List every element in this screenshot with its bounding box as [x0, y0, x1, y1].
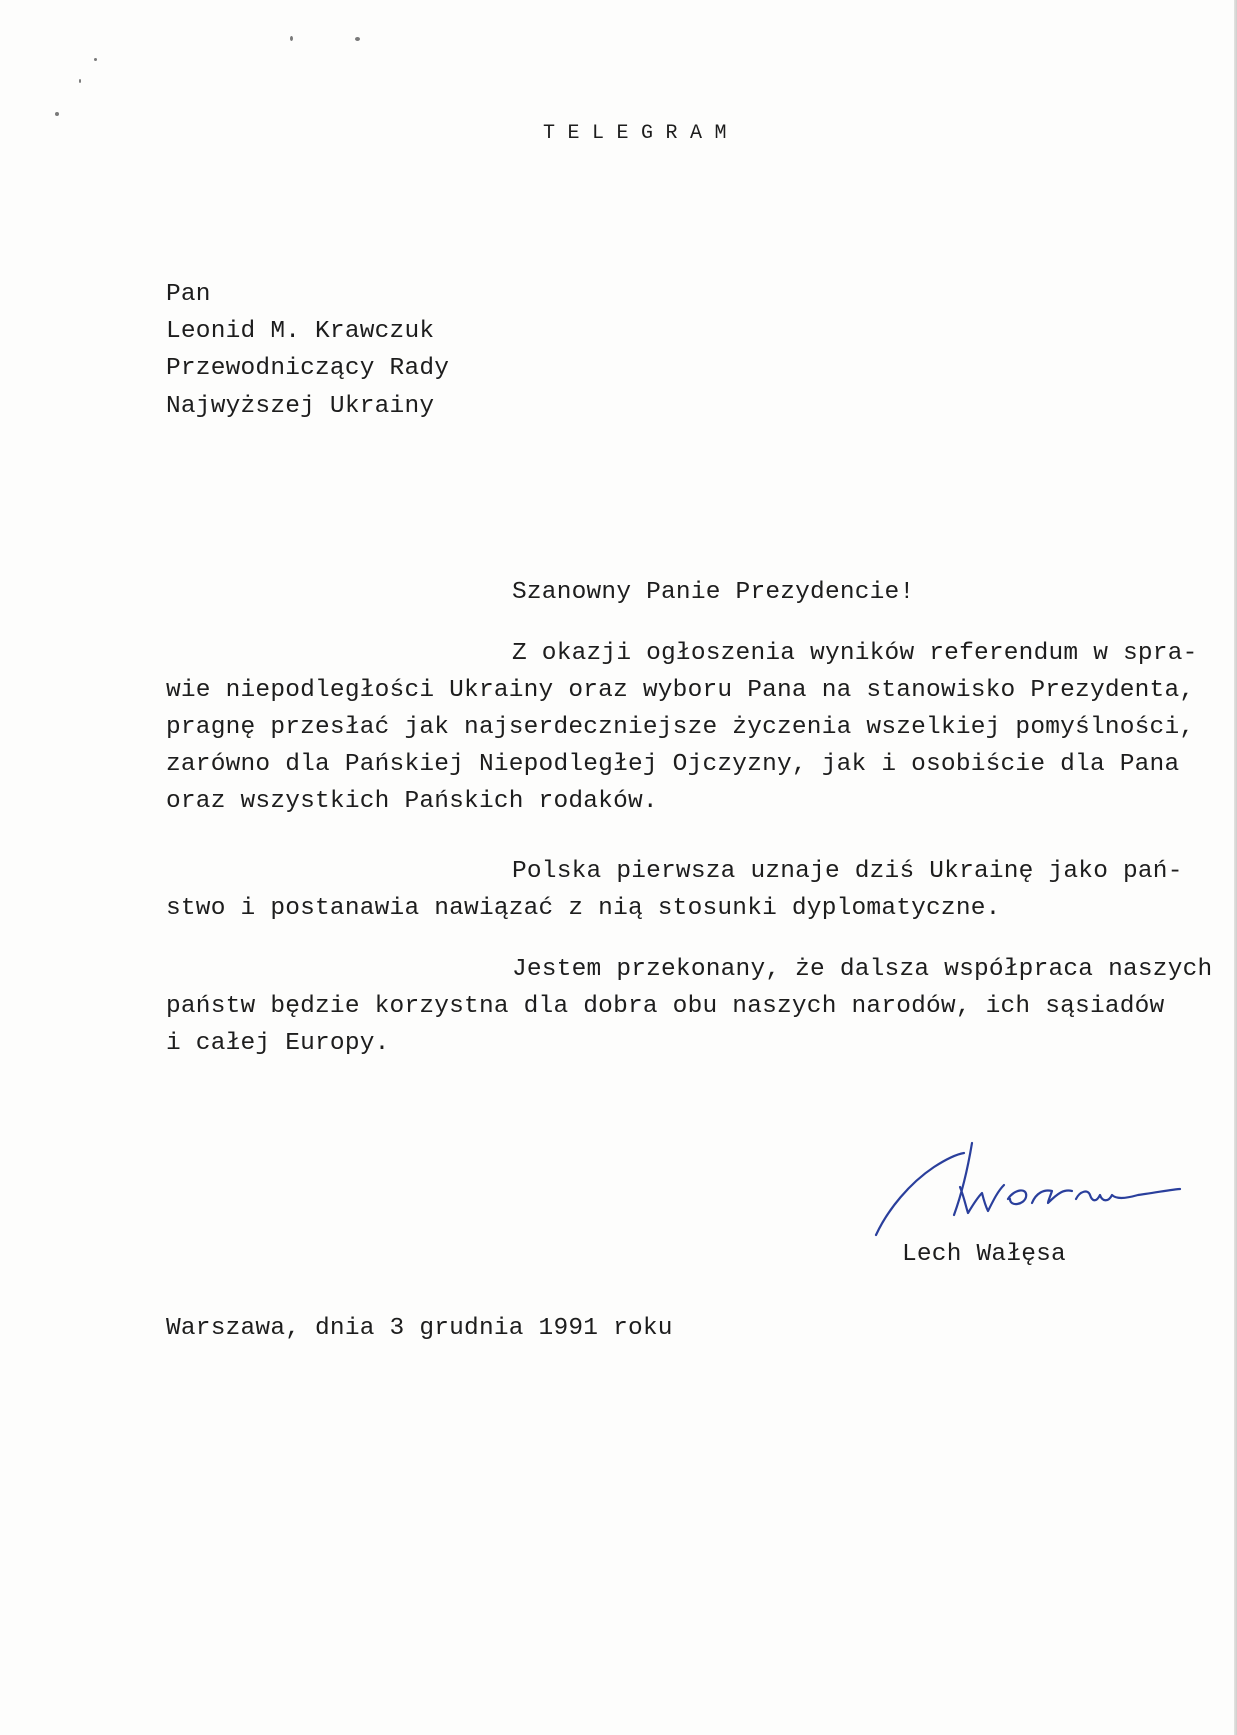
scan-speck: [55, 112, 59, 116]
body-line: wie niepodległości Ukrainy oraz wyboru Pana na stanowisko Prezydenta,: [166, 677, 1195, 704]
recipient-line: Pan: [166, 281, 211, 308]
recipient-line: Leonid M. Krawczuk: [166, 318, 435, 345]
body-line: państw będzie korzystna dla dobra obu naszych narodów, ich sąsiadów: [166, 993, 1165, 1020]
salutation: Szanowny Panie Prezydencie!: [512, 579, 915, 606]
body-line: stwo i postanawia nawiązać z nią stosunki dyplomatyczne.: [166, 895, 1001, 922]
scan-speck: [79, 79, 81, 83]
body-line: Jestem przekonany, że dalsza współpraca naszych: [512, 956, 1213, 983]
signature-strokes: [876, 1143, 1180, 1235]
recipient-line: Najwyższej Ukrainy: [166, 393, 435, 420]
body-line: Z okazji ogłoszenia wyników referendum w spra-: [512, 640, 1198, 667]
signatory-name: Lech Wałęsa: [902, 1241, 1066, 1268]
body-line: i całej Europy.: [166, 1030, 390, 1057]
signature-stroke: [876, 1153, 964, 1235]
document-title: TELEGRAM: [543, 122, 740, 145]
signature-stroke: [960, 1185, 1004, 1213]
scan-speck: [290, 36, 293, 41]
signature-stroke: [1032, 1191, 1072, 1204]
signature-stroke: [1076, 1189, 1180, 1200]
body-line: pragnę przesłać jak najserdeczniejsze życzenia wszelkiej pomyślności,: [166, 714, 1195, 741]
body-line: zarówno dla Pańskiej Niepodległej Ojczyzny, jak i osobiście dla Pana: [166, 751, 1180, 778]
scan-speck: [355, 37, 360, 41]
body-line: Polska pierwsza uznaje dziś Ukrainę jako pań-: [512, 858, 1183, 885]
recipient-line: Przewodniczący Rady: [166, 355, 450, 382]
scan-speck: [94, 58, 97, 61]
place-and-date: Warszawa, dnia 3 grudnia 1991 roku: [166, 1315, 673, 1342]
body-line: oraz wszystkich Pańskich rodaków.: [166, 788, 658, 815]
signature-stroke: [1008, 1190, 1026, 1204]
